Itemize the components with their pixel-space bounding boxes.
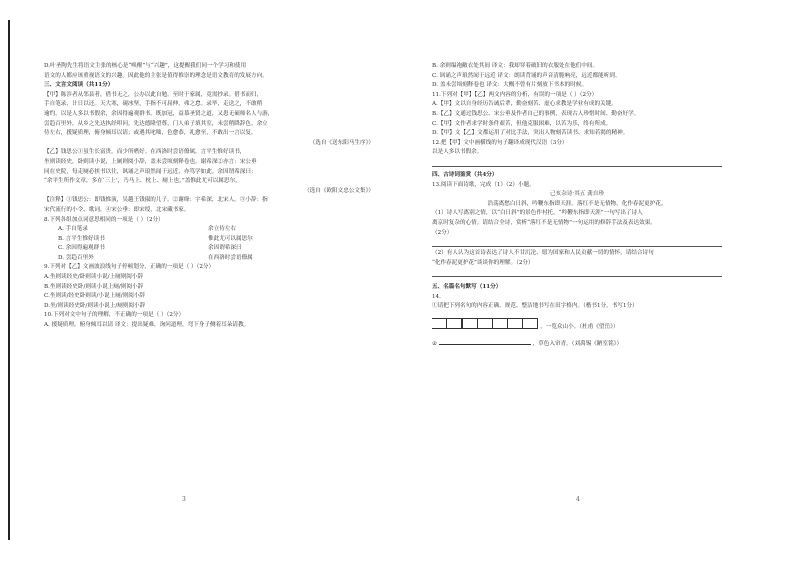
question-9: 9.下列对【乙】文画波浪线句子停顿划分，正确的一项是（ ）（2分） <box>44 264 215 271</box>
text-line: 【乙】钱思公①虽生长富贵，而少所嗜好。在西洛时尝语僚属，言平生惟好读书， <box>44 149 246 156</box>
fill-suffix: ，一览众山小。（杜甫《望岳》） <box>540 324 619 331</box>
page-number-left: 3 <box>182 496 186 503</box>
answer-line[interactable] <box>432 158 722 167</box>
question-14: 14. <box>432 293 441 300</box>
section-heading: 四、古诗词鉴赏（共4分） <box>432 171 498 178</box>
text-line: 逾约。以是人多以书假余，余因得遍观群书。既加冠，益慕圣贤之道，又患无硕师名人与游， <box>44 110 274 117</box>
q8-option-c <box>44 244 374 254</box>
text-line: 坐则读经史，卧则读小说，上厕则阅小辞，盖未尝顷刻释卷也。谢希深②亦言：宋公垂 <box>44 158 257 165</box>
section-heading: 五、名篇名句默写（11分） <box>432 284 502 291</box>
answer-line[interactable] <box>432 238 722 247</box>
option-text: A.坐则读经史/卧则读小说/上厕则阅小辞 <box>44 274 144 281</box>
question-10: 10.下列对文中句子的理解，不正确的一项是（ ）（2分） <box>44 312 185 319</box>
question-14-instructions: ①请把下列名句的内容正确、规范、整洁地书写在田字格内。（楷书1分，书写1分） <box>432 303 638 310</box>
question-12: 12.把【甲】文中画横线的句子翻译成现代汉语（3分） <box>432 139 568 146</box>
analysis-text: （1）诗人写离别之情，以“白日斜”的景色作衬托，“吟鞭东指即天涯”一句写出了诗人 <box>432 210 643 217</box>
option-text: D.坐/则读经史卧/则读小说上/厕则阅小辞 <box>44 302 146 309</box>
text-line: “余平生所作文章，多在‘三上’，乃马上、枕上、厕上也。”盖惟此尤可以属思尔。 <box>44 178 241 185</box>
option-text: C. 讽诵之声琅然闻于远近 译文：朗读背诵的声音清脆响亮，远近都能听到。 <box>432 72 621 79</box>
text-line: 【甲】陈涉者从邻县者，借书无之，公办以此自勉。至时于家属，竟需抄录。借书而归， <box>44 91 263 98</box>
option-text: B. 言平生惟好读书 <box>58 235 105 242</box>
analysis-text: （2）有人认为这首诗表达了诗人不甘沉沦、愿为国家和人民贡献一切的情怀，请结合诗句 <box>432 250 654 257</box>
option-text: C. 余因得遍观群书 <box>58 245 105 252</box>
writing-grid[interactable] <box>432 318 538 332</box>
option-text: 余立侍左右 <box>208 226 236 233</box>
option-text: B.坐则读经史卧/则读小说上厕/则阅小辞 <box>44 283 144 290</box>
option-text: A. 手自笔录 <box>58 226 88 233</box>
text-line: 宋代流行的小令、歌词。④宋公垂：即宋绶，北宋藏书家。 <box>44 206 190 213</box>
right-page <box>432 62 722 350</box>
option-text: D. 尝趋百里外 <box>58 254 94 261</box>
fill-prefix: ② <box>432 341 438 348</box>
fill-blank[interactable] <box>439 338 531 345</box>
fill-row-a <box>432 318 722 332</box>
option-text: A. 援疑质理，俯身倾耳以请 译文：提出疑难，询问道理，弯下身子侧着耳朵请教。 <box>44 322 250 329</box>
q8-option-b <box>44 235 374 245</box>
analysis-text: （2分） <box>432 229 453 236</box>
poem-title: 己亥杂诗·其五 龚自珍 <box>550 191 604 198</box>
question-13: 13.阅读下面诗歌，完成（1）（2）小题。 <box>432 181 535 188</box>
fill-row-b <box>432 338 722 350</box>
section-heading: 三、文言文阅读（共11分） <box>44 82 114 89</box>
text-line: 侍左右，援疑质理，俯身倾耳以请；或遇其叱咄，色愈恭，礼愈至，不敢出一言以复。 <box>44 130 257 137</box>
option-text: 在西洛时尝语僚属 <box>208 254 253 261</box>
analysis-text: “化作春泥更护花”谈谈你的理解。（2分） <box>432 259 534 266</box>
fill-suffix: ，草色入帘青。（刘禹锡《陋室铭》） <box>532 341 623 348</box>
answer-line[interactable] <box>432 268 722 277</box>
left-page <box>44 62 374 331</box>
poem-text: 浩荡离愁白日斜，吟鞭东指即天涯。落红不是无情物，化作春泥更护花。 <box>487 200 667 207</box>
option-text: C.坐则读/经史卧则读/小说上厕/则阅小辞 <box>44 293 146 300</box>
text-line: 尝趋百里外，从乡之先达执经叩问。先达德隆望尊，门人弟子填其室，未尝稍降辞色。余立 <box>44 120 268 127</box>
option-text: D.【甲】文【乙】文都运用了对比手法，突出人物刻苦读书、求知若渴的精神。 <box>432 130 629 137</box>
text-line: D.叶圣陶先生将语文主张的核心是“唤醒”与“兴趣”，这提醒我们同一个学习和使用 <box>44 63 247 69</box>
option-text: B.【乙】文通过钱思公、宋公垂及作者自己的事例，表现古人珍惜时间、勤奋好学。 <box>432 110 640 117</box>
option-text: 余因谓希深曰 <box>208 245 242 252</box>
q8-option-d <box>44 254 374 264</box>
page-number-right: 4 <box>576 496 580 503</box>
translate-sentence: 以是人多以书假余。 <box>432 149 483 156</box>
text-line: 手自笔录，计日以还。天大寒，砚冰坚，手指不可屈伸，弗之怠。录毕，走送之，不敢稍 <box>44 101 263 108</box>
text-line: 【注释】①钱思公：即钱惟演，吴越王钱俶的儿子。②谢绛：字希深，北宋人。③小辞：指 <box>44 197 268 204</box>
source-citation: （选自《欧阳文忠公文集》） <box>304 187 374 194</box>
option-text: B. 余则缊袍敝衣处其间 译文：我却穿着破旧的衣服处在他们中间。 <box>432 63 599 69</box>
option-text: D. 盖未尝顷刻释卷也 译文：大概不曾有片刻放下书本的时候。 <box>432 82 588 89</box>
analysis-text: 离京时复杂的心情。请结合全诗，赏析“落红不是无情物”一句运用的修辞手法及表达效果。 <box>432 219 656 226</box>
option-text: 惟此尤可以属思尔 <box>208 235 253 242</box>
option-text: C.【甲】文作者求学时条件艰苦，但他克服困难，以苦为乐，终有所成。 <box>432 120 612 127</box>
source-citation: （选自《送东阳马生序》） <box>309 139 374 146</box>
q8-option-a <box>44 225 374 235</box>
option-text: A.【甲】文以自身经历告诫后辈，勤奋刻苦、虚心求教是学业有成的关键。 <box>432 101 617 108</box>
scan-edge-left <box>8 20 10 540</box>
question-8: 8.下列各组加点词意思相同的一项是（ ）（2分） <box>44 216 164 223</box>
question-11: 11.下列对【甲】【乙】两文内容的分析，有误的一项是（ ）（2分） <box>432 91 598 98</box>
text-line: 同在史院，每走厕必挟书以往，讽诵之声琅然闻于远近，亦笃学如此。余因谓希深曰： <box>44 168 257 175</box>
text-line: 语文的人都应该重视语文的兴趣。因此他的主张是值得推崇的理念是语文教育的发展方向。 <box>44 72 268 79</box>
